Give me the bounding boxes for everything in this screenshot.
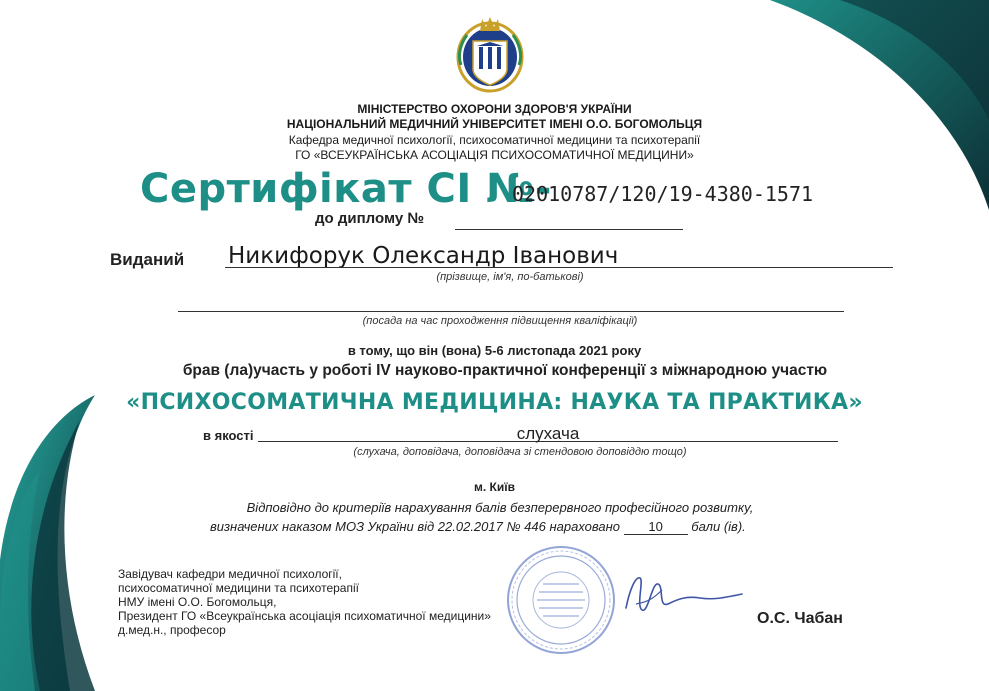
signatory-line: психосоматичної медицини та психотерапії <box>118 581 359 595</box>
diploma-label: до диплому № <box>315 210 425 227</box>
signatory-line: д.мед.н., професор <box>118 623 226 637</box>
signatory-title <box>118 567 491 637</box>
role-value: слухача <box>516 424 580 443</box>
signatory-line: Завідувач кафедри медичної психології, <box>118 567 342 581</box>
position-underline <box>178 311 844 312</box>
role-hint: (слухача, доповідача, доповідача зі стендовою доповіддю тощо) <box>353 446 687 458</box>
position-hint: (посада на час проходження підвищення кваліфікації) <box>362 315 638 327</box>
certificate-number: 02010787/120/19-4380-1571 <box>512 182 814 206</box>
date-line: в тому, що він (вона) 5-6 листопада 2021 року <box>347 343 642 358</box>
recipient-name: Никифорук Олександр Іванович <box>228 243 619 269</box>
association-line: ГО «ВСЕУКРАЇНСЬКА АСОЦІАЦІЯ ПСИХОСОМАТИЧНОЇ МЕДИЦИНИ» <box>295 148 694 162</box>
points-unit: бали (ів). <box>691 519 746 534</box>
diploma-number-line <box>455 229 683 230</box>
conference-title: «ПСИХОСОМАТИЧНА МЕДИЦИНА: НАУКА ТА ПРАКТИКА» <box>126 390 863 415</box>
ministry-line: МІНІСТЕРСТВО ОХОРОНИ ЗДОРОВ'Я УКРАЇНИ <box>357 102 632 116</box>
role-label: в якості <box>203 428 254 443</box>
points-value: 10 <box>624 519 688 535</box>
name-underline <box>225 267 893 268</box>
criteria-line-1: Відповідно до критеріїв нарахування балів безперервного професійного розвитку, <box>246 500 754 515</box>
certificate-title: Сертифікат СІ №- <box>140 166 552 212</box>
university-line: НАЦІОНАЛЬНИЙ МЕДИЧНИЙ УНІВЕРСИТЕТ ІМЕНІ О.О. БОГОМОЛЬЦЯ <box>286 117 703 131</box>
signer-name: О.С. Чабан <box>757 610 843 627</box>
issued-label: Виданий <box>110 250 185 269</box>
signatory-line: Президент ГО «Всеукраїнська асоціація психоматичної медицини» <box>118 609 491 623</box>
organization-seal-icon <box>505 544 617 656</box>
criteria-text: визначених наказом МОЗ України від 22.02.2017 № 446 нараховано <box>210 519 621 534</box>
participation-line: брав (ла)участь у роботі IV науково-практичної конференції з міжнародною участю <box>182 362 828 379</box>
name-hint: (прізвище, ім'я, по-батькові) <box>436 271 584 283</box>
handwritten-signature-icon <box>618 568 748 623</box>
criteria-line-2 <box>210 519 746 535</box>
department-line: Кафедра медичної психології, психосоматичної медицини та психотерапії <box>288 133 701 147</box>
university-crest-icon <box>455 15 525 93</box>
signatory-line: НМУ імені О.О. Богомольця, <box>118 595 277 609</box>
city: м. Київ <box>474 480 515 494</box>
